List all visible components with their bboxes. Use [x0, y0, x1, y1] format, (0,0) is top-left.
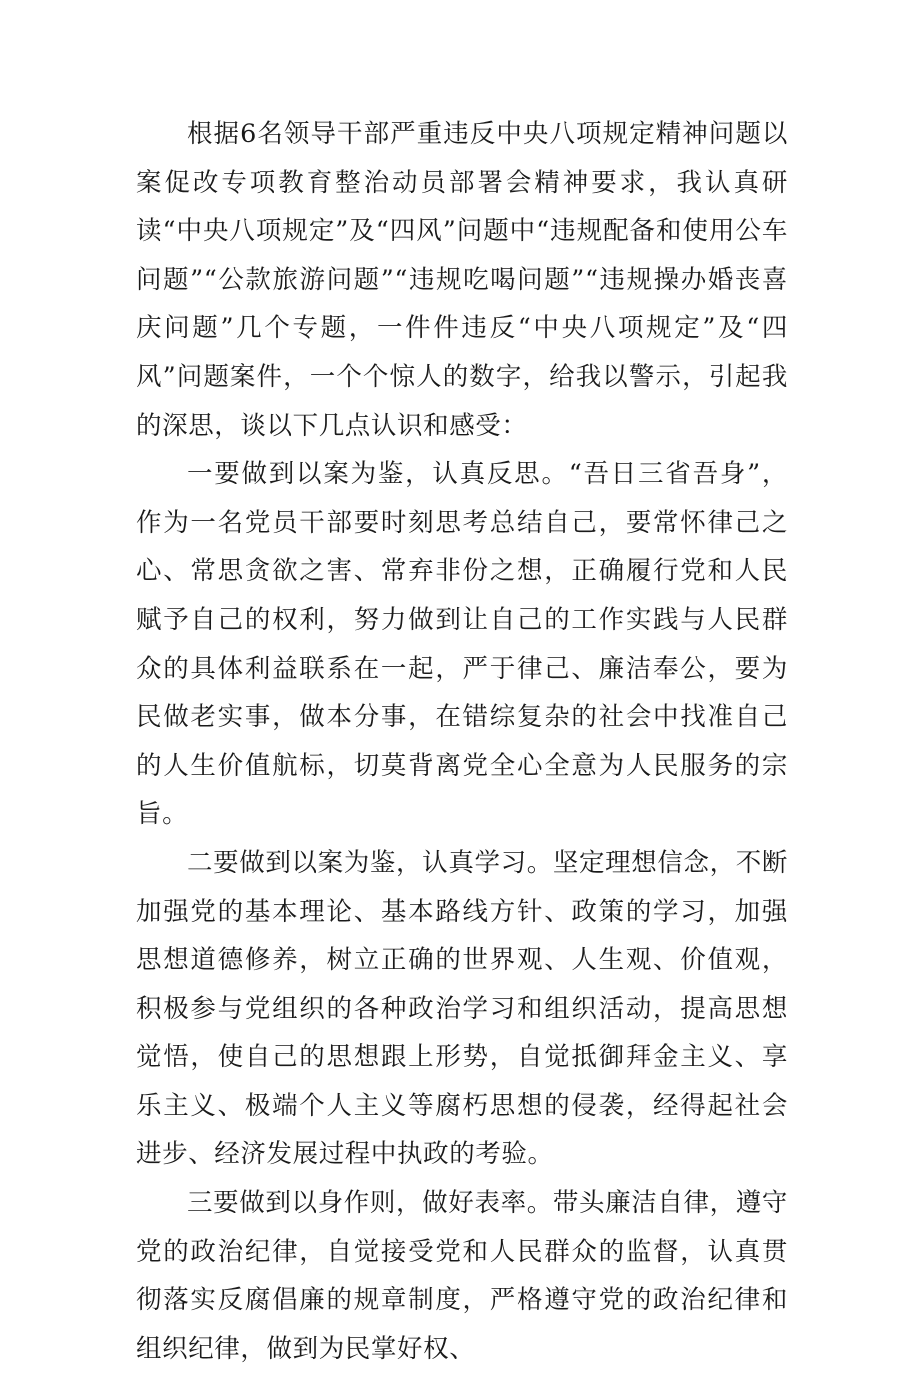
paragraph-intro: 根据6名领导干部严重违反中央八项规定精神问题以案促改专项教育整治动员部署会精神要求，我认真研读“中央八项规定”及“四风”问题中“违规配备和使用公车问题”“公款旅游问题”“违规吃喝问题”“违规操办婚丧喜庆问题”几个专题，一件件违反“中央八项规定”及“四风”问题案件，一个个惊人的数字，给我以警示，引起我的深思，谈以下几点认识和感受：: [136, 119, 788, 441]
paragraph-point-one: 一要做到以案为鉴，认真反思。“吾日三省吾身”，作为一名党员干部要时刻思考总结自己，要常怀律己之心、常思贪欲之害、常弃非份之想，正确履行党和人民赋予自己的权利，努力做到让自己的工作实践与人民群众的具体利益联系在一起，严于律己、廉洁奉公，要为民做老实事，做本分事，在错综复杂的社会中找准自己的人生价值航标，切莫背离党全心全意为人民服务的宗旨。: [136, 459, 788, 830]
paragraph-point-three: 三要做到以身作则，做好表率。带头廉洁自律，遵守党的政治纪律，自觉接受党和人民群众的监督，认真贯彻落实反腐倡廉的规章制度，严格遵守党的政治纪律和组织纪律，做到为民掌好权、: [136, 1188, 788, 1364]
paragraph-point-two: 二要做到以案为鉴，认真学习。坚定理想信念，不断加强党的基本理论、基本路线方针、政策的学习，加强思想道德修养，树立正确的世界观、人生观、价值观，积极参与党组织的各种政治学习和组织活动，提高思想觉悟，使自己的思想跟上形势，自觉抵御拜金主义、享乐主义、极端个人主义等腐朽思想的侵袭，经得起社会进步、经济发展过程中执政的考验。: [136, 847, 788, 1170]
document-body: [136, 110, 788, 1373]
